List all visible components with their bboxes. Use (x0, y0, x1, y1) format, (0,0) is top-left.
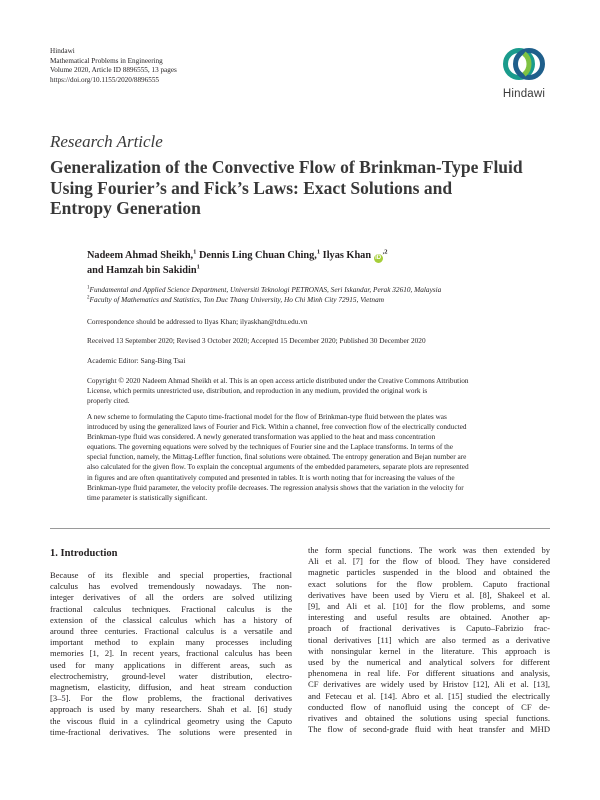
hindawi-logo (493, 44, 555, 106)
left-column-text (50, 570, 292, 738)
right-column-text (308, 545, 550, 735)
body-line: fractional calculus techniques. Fractional calculus is the (50, 603, 292, 614)
journal-name: Mathematical Problems in Engineering (50, 56, 163, 65)
author-affil-sup: ,2 (382, 248, 388, 256)
article-dates: Received 13 September 2020; Revised 3 October 2020; Accepted 15 December 2020; Published 30 December 2020 (87, 336, 426, 345)
author-affil-sup: 1 (316, 248, 321, 256)
abstract-line: introduced by using the generalized laws of Fourier and Fick. Within a channel, free convection flow of the electrically conducted (87, 422, 467, 432)
body-line: important method to explain many processes including (50, 637, 292, 648)
title-line: Using Fourier’s and Fick’s Laws: Exact Solutions and (50, 177, 453, 198)
affiliation-text: Faculty of Mathematics and Statistics, Ton Duc Thang University, Ho Chi Minh City 72915, Vietnam (89, 295, 384, 304)
body-line: The flow of second-grade fluid with heat transfer and MHD (308, 724, 550, 735)
body-line: calculus has evolved tremendously nowadays. The non- (50, 581, 292, 592)
section-heading-introduction: 1. Introduction (50, 548, 118, 559)
article-type: Research Article (50, 132, 163, 151)
body-line: with nonsingular kernel in the literature. This approach is (308, 645, 550, 656)
copyright-line: properly cited. (87, 396, 130, 405)
body-line: time-fractional derivatives. The solutions were presented in (50, 726, 292, 737)
academic-editor: Academic Editor: Sang-Bing Tsai (87, 356, 186, 365)
body-line: the form special functions. The work was then extended by (308, 545, 550, 555)
body-line: extension of the classical calculus which has a history of (50, 614, 292, 625)
abstract-line: in figures and are often quantitatively computed and presented in tables. It is worth noting that for increasing the values of the (87, 472, 455, 482)
body-line: phenomena in real life. For different situations and analysis, (308, 668, 550, 679)
body-line: derivatives have been used by Vieru et al. [8], Shakeel et al. (308, 589, 550, 600)
body-line: used by the numerical and analytical solvers for different (308, 657, 550, 668)
body-line: around three centuries. Fractional calculus is a versatile and (50, 626, 292, 637)
author-list (87, 248, 527, 278)
abstract-line: equations. The governing equations were solved by the techniques of Fourier sine and the Laplace transforms. In terms of the (87, 442, 454, 452)
section-divider (50, 528, 550, 529)
title-line: Generalization of the Convective Flow of Brinkman-Type Fluid (50, 157, 523, 177)
author-line (87, 263, 527, 278)
abstract-line: A new scheme to formulating the Caputo time-fractional model for the flow of Brinkman-type fluid between the plates was (87, 412, 447, 421)
affiliation-sup: 2 (87, 295, 90, 301)
copyright-notice (87, 376, 552, 406)
author-name[interactable]: Nadeem Ahmad Sheikh, (87, 250, 194, 261)
affiliation-text: Fundamental and Applied Science Department, Universiti Teknologi PETRONAS, Seri Iskandar, Perak 32610, Malaysia (89, 285, 442, 294)
body-line: interesting and useful results are obtained. Another ap- (308, 612, 550, 623)
body-line: [3–5]. For the flow problems, the fractional derivatives (50, 693, 292, 704)
body-line: Because of its flexible and special properties, fractional (50, 570, 292, 580)
affiliations (87, 285, 441, 305)
author-name[interactable]: and Hamzah bin Sakidin (87, 265, 197, 276)
affiliation (87, 285, 441, 295)
body-line: magnetism, elasticity, diffusion, and heat stream conduction (50, 682, 292, 693)
abstract-line: also calculated for the given flow. To explain the conceptual arguments of the embedded parameters, separate plots are represented (87, 462, 469, 472)
abstract-line: time parameter is statistically significant. (87, 492, 208, 502)
body-line: the viscous fluid in a cylindrical geometry using the Caputo (50, 715, 292, 726)
abstract-line: special function, namely, the Mittag-Leffler function, final solutions were obtained. The entropy generation and Bejan number are (87, 452, 467, 462)
doi-link[interactable]: https://doi.org/10.1155/2020/8896555 (50, 75, 160, 84)
body-line: and Fetecau et al. [14]. Abro et al. [15] studied the electrically (308, 690, 550, 701)
body-line: integer derivatives of all the orders are solved utilizing (50, 592, 292, 603)
body-line: magnetic particles suspended in the blood and obtained the (308, 567, 550, 578)
volume-line: Volume 2020, Article ID 8896555, 13 pages (50, 66, 177, 75)
body-line: conducted flow of nanofluid using the concept of CF de- (308, 701, 550, 712)
body-line: memories [1, 2]. In recent years, fractional calculus has been (50, 648, 292, 659)
body-line: electrochemistry, ground-level water distribution, electro- (50, 670, 292, 681)
copyright-line: Copyright © 2020 Nadeem Ahmad Sheikh et al. This is an open access article distributed under the Creative Commons Attribution (87, 376, 469, 385)
body-line: rivatives and obtained the solutions using special functions. (308, 713, 550, 724)
hindawi-logo-icon (501, 44, 547, 84)
body-line: Ali et al. [7] for the flow of blood. They have considered (308, 556, 550, 567)
abstract-line: Brinkman-type fluid was considered. A newly generated transformation was applied to the heat and mass concentration (87, 432, 436, 442)
body-line: approach is used by many researchers. Shah et al. [6] study (50, 704, 292, 715)
publisher-name: Hindawi (50, 47, 75, 55)
orcid-icon[interactable]: iD (375, 255, 382, 261)
body-line: used for many applications in different areas, such as (50, 659, 292, 670)
body-line: [9], and Ali et al. [10] for the flow problems, and some (308, 601, 550, 612)
copyright-line: License, which permits unrestricted use, distribution, and reproduction in any medium, provided the original work is (87, 386, 428, 395)
body-line: tional derivatives [11] which are also termed as a derivative (308, 634, 550, 645)
body-line: exact solutions for the flow problem. Caputo fractional (308, 578, 550, 589)
body-line: proach of fractional derivatives is Caputo–Fabrizio frac- (308, 623, 550, 634)
affiliation-sup: 1 (87, 285, 90, 291)
author-name[interactable]: Dennis Ling Chuan Ching, (196, 250, 317, 261)
author-affil-sup: 1 (193, 248, 197, 256)
correspondence: Correspondence should be addressed to Ilyas Khan; ilyaskhan@tdtu.edu.vn (87, 317, 308, 326)
article-title (50, 157, 523, 219)
logo-text: Hindawi (502, 88, 546, 100)
affiliation (87, 295, 441, 305)
title-line: Entropy Generation (50, 198, 201, 218)
author-affil-sup: 1 (196, 263, 200, 271)
author-name[interactable]: Ilyas Khan (320, 250, 372, 261)
author-line (87, 248, 527, 263)
journal-meta (50, 47, 177, 85)
abstract-line: Brinkman-type fluid parameter, the velocity profile decreases. The regression analysis shows that the variation in the velocity for (87, 482, 464, 492)
body-line: CF derivatives are widely used by Hristov [12], Ali et al. [13], (308, 679, 550, 690)
abstract (87, 412, 552, 503)
